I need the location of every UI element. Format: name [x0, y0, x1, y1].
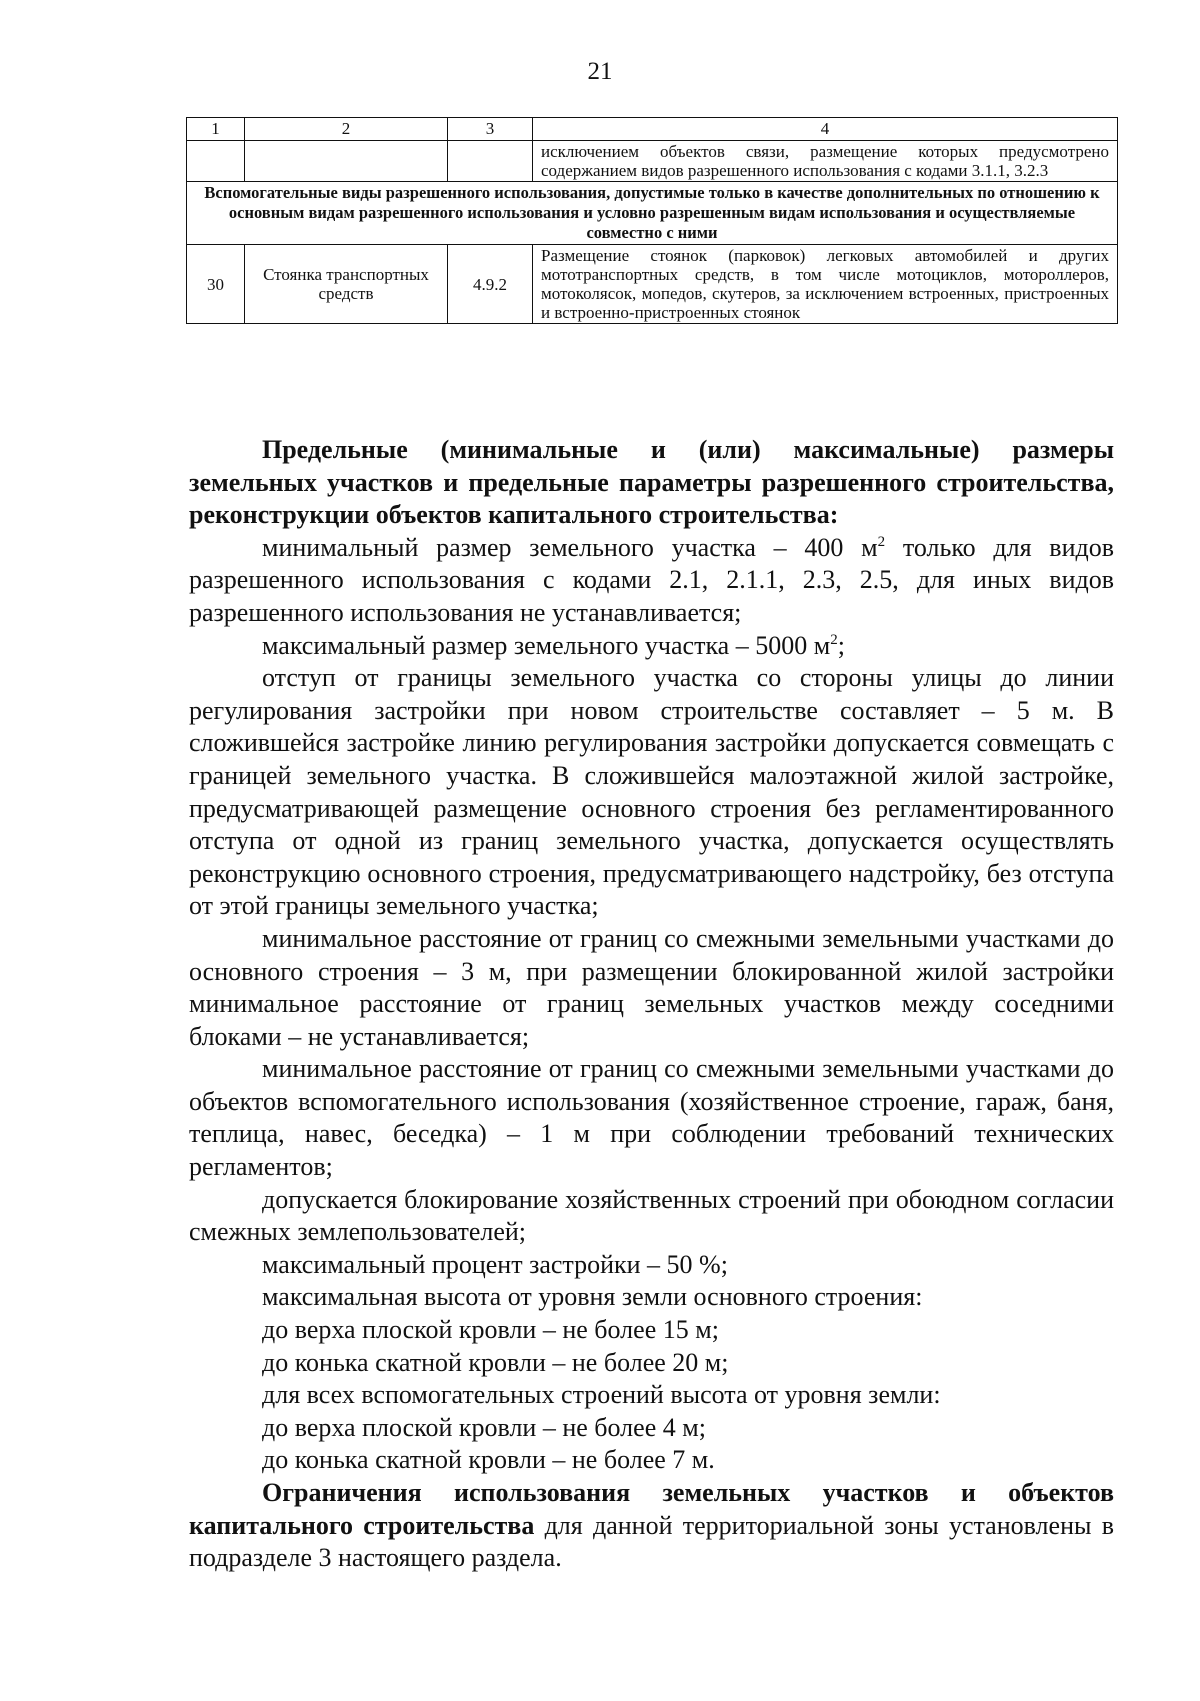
paragraph-street-setback: отступ от границы земельного участка со стороны улицы до линии регулирования застройки при новом строительстве составляет – 5 м. В сложившейся застройке линию регулирования застройки допускается совмещать с границей земельного участка. В сложившейся малоэтажной жилой застройке, предусматривающей размещение основного строения без регламентированного отступа от одной из границ земельного участка, допускается осуществлять реконструкцию основного строения, предусматривающего надстройку, без отступа от этой границы земельного участка; — [189, 663, 1114, 921]
text: максимальный размер земельного участка – 5000 м — [262, 630, 831, 660]
text: для данной территориальной зоны установлены в подразделе 3 настоящего раздела. — [189, 1510, 1114, 1573]
paragraph-main-building-distance: минимальное расстояние от границ со смежными земельными участками до основного строения – 3 м, при размещении блокированной жилой застройки минимальное расстояние от границ земельных участков между соседними блоками – не устанавливается; — [189, 923, 1114, 1051]
cell-empty — [448, 141, 533, 182]
header-col-2: 2 — [245, 118, 448, 141]
table-row — [187, 245, 1118, 324]
text: ; — [837, 630, 845, 660]
cell-use-name: Стоянка транспортных средств — [245, 245, 448, 324]
cell-empty — [187, 141, 245, 182]
cell-empty — [245, 141, 448, 182]
paragraph-aux-flat-roof: до верха плоской кровли – не более 4 м; — [262, 1412, 706, 1442]
section-header: Вспомогательные виды разрешенного использования, допустимые только в качестве дополнительных по отношению к основным видам разрешенного использования и условно разрешенным видам использования и осуществляемые совместно с ними — [187, 182, 1118, 245]
body-text — [189, 434, 1114, 1575]
paragraph-aux-pitched-roof: до конька скатной кровли – не более 7 м. — [262, 1445, 715, 1475]
text: только для видов разрешенного использования с кодами 2.1, 2.1.1, 2.3, 2.5, для иных видов разрешенного использования не устанавливается; — [189, 532, 1115, 627]
paragraph-pitched-roof: до конька скатной кровли – не более 20 м; — [262, 1347, 729, 1377]
text: минимальный размер земельного участка – 400 м — [262, 532, 878, 562]
cell-description: Размещение стоянок (парковок) легковых автомобилей и других мототранспортных средств, в том числе мотоциклов, мотороллеров, мотоколясок, мопедов, скутеров, за исключением встроенных, пристроенных и встроенно-пристроенных стоянок — [533, 245, 1118, 324]
header-col-4: 4 — [533, 118, 1118, 141]
paragraph-max-height: максимальная высота от уровня земли основного строения: — [262, 1282, 923, 1312]
paragraph-min-plot-size — [189, 532, 1114, 630]
paragraph-auxiliary-distance: минимальное расстояние от границ со смежными земельными участками до объектов вспомогательного использования (хозяйственное строение, гараж, баня, теплица, навес, беседка) – 1 м при соблюдении требований технических регламентов; — [189, 1054, 1114, 1182]
section-heading: Предельные (минимальные и (или) максимальные) размеры земельных участков и предельные параметры разрешенного строительства, реконструкции объектов капитального строительства: — [189, 435, 1114, 530]
paragraph-restrictions — [189, 1477, 1114, 1575]
paragraph-auxiliary-height: для всех вспомогательных строений высота от уровня земли: — [262, 1380, 941, 1410]
page-number: 21 — [587, 58, 613, 85]
superscript: 2 — [877, 533, 886, 550]
superscript: 2 — [830, 631, 838, 648]
paragraph-blocking: допускается блокирование хозяйственных строений при обоюдном согласии смежных землепользователей; — [189, 1184, 1114, 1247]
table-row-continued — [187, 141, 1118, 182]
header-col-3: 3 — [448, 118, 533, 141]
land-use-table — [186, 117, 1118, 324]
paragraph-coverage: максимальный процент застройки – 50 %; — [262, 1249, 728, 1279]
paragraph-flat-roof: до верха плоской кровли – не более 15 м; — [262, 1315, 719, 1345]
cell-description: исключением объектов связи, размещение которых предусмотрено содержанием видов разрешенного использования с кодами 3.1.1, 3.2.3 — [533, 141, 1118, 182]
header-col-1: 1 — [187, 118, 245, 141]
table-header-row — [187, 118, 1118, 141]
table-section-header-row — [187, 182, 1118, 245]
cell-use-code: 4.9.2 — [448, 245, 533, 324]
cell-row-number: 30 — [187, 245, 245, 324]
paragraph-max-plot-size — [189, 630, 1114, 663]
text-bold: Ограничения использования земельных участков и объектов капитального строительства — [189, 1478, 1114, 1540]
